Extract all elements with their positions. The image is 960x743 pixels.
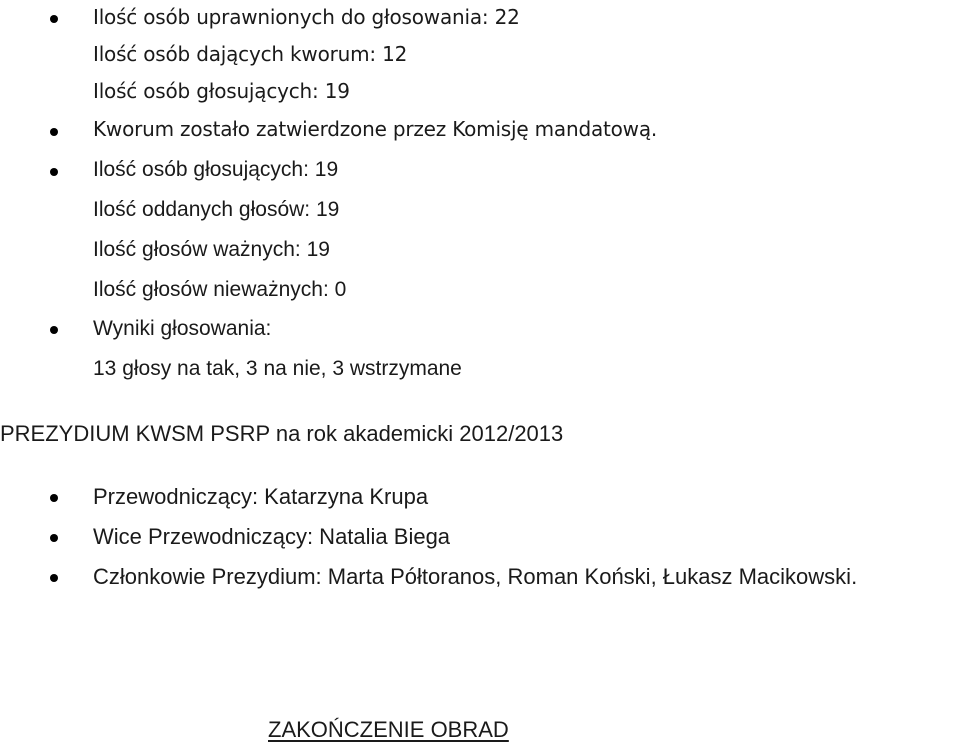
ballots-valid-text: Ilość głosów ważnych: 19 bbox=[93, 238, 330, 261]
voting-count-text: Ilość osób głosujących: 19 bbox=[93, 79, 350, 103]
closing-label: ZAKOŃCZENIE OBRAD bbox=[268, 717, 509, 742]
bullet-results bbox=[50, 326, 58, 334]
bullet-chair bbox=[50, 494, 58, 502]
ballots-cast-text: Ilość oddanych głosów: 19 bbox=[93, 198, 340, 221]
bullet-vote-stats bbox=[50, 15, 58, 23]
ballots-invalid-text: Ilość głosów nieważnych: 0 bbox=[93, 278, 347, 301]
bullet-members bbox=[50, 574, 58, 582]
results-text: 13 głosy na tak, 3 na nie, 3 wstrzymane bbox=[93, 357, 462, 380]
bullet-ballots bbox=[50, 168, 58, 176]
presidium-vice-chair-text: Wice Przewodniczący: Natalia Biega bbox=[93, 524, 451, 549]
presidium-heading: PREZYDIUM KWSM PSRP na rok akademicki 2012/2013 bbox=[0, 421, 564, 446]
bullet-vice-chair bbox=[50, 534, 58, 542]
quorum-confirmed-text: Kworum zostało zatwierdzone przez Komisję mandatową. bbox=[93, 117, 658, 141]
quorum-count-text: Ilość osób dających kworum: 12 bbox=[93, 42, 408, 66]
results-heading: Wyniki głosowania: bbox=[93, 317, 272, 340]
bullet-quorum bbox=[50, 128, 58, 136]
presidium-members-text: Członkowie Prezydium: Marta Półtoranos, Roman Koński, Łukasz Macikowski. bbox=[93, 564, 858, 589]
entitled-count-text: Ilość osób uprawnionych do głosowania: 22 bbox=[93, 5, 520, 29]
presidium-chair-text: Przewodniczący: Katarzyna Krupa bbox=[93, 484, 429, 509]
ballots-voting-text: Ilość osób głosujących: 19 bbox=[93, 158, 339, 181]
